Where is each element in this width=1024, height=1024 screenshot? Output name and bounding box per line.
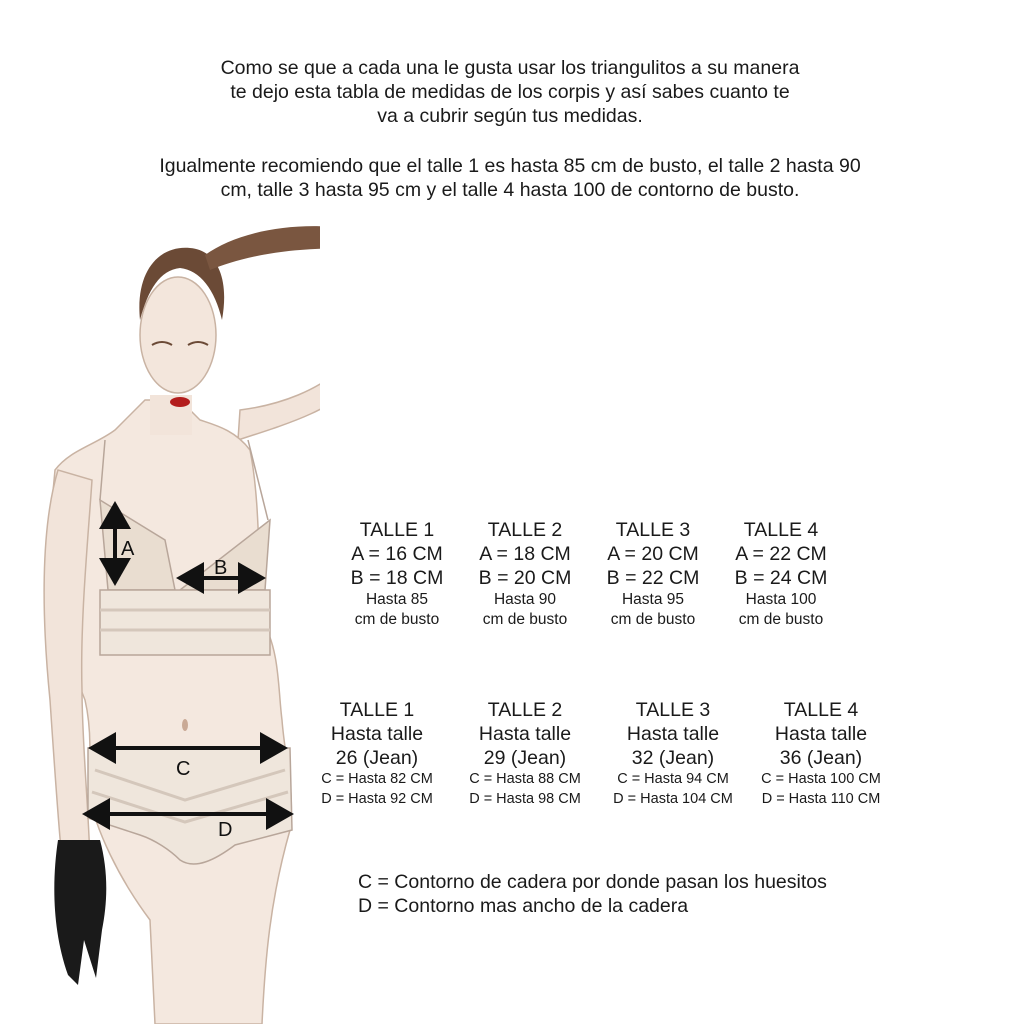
raised-arm bbox=[238, 280, 320, 440]
intro-line: cm, talle 3 hasta 95 cm y el talle 4 hasta 100 de contorno de busto. bbox=[220, 179, 800, 201]
size-a: A = 16 CM bbox=[351, 543, 443, 565]
size-c: C = Hasta 82 CM bbox=[321, 771, 433, 787]
glove-left bbox=[54, 840, 106, 985]
size-b: B = 18 CM bbox=[350, 567, 444, 589]
size-title: TALLE 4 bbox=[743, 519, 819, 541]
ponytail bbox=[205, 226, 320, 270]
size-title: TALLE 4 bbox=[783, 699, 859, 721]
size-jean: 26 (Jean) bbox=[335, 747, 419, 769]
size-a: A = 20 CM bbox=[607, 543, 699, 565]
size-d: D = Hasta 104 CM bbox=[613, 790, 733, 807]
intro-line: Igualmente recomiendo que el talle 1 es hasta 85 cm de busto, el talle 2 hasta 90 bbox=[159, 155, 861, 177]
size-title: TALLE 3 bbox=[635, 699, 711, 721]
intro-line: te dejo esta tabla de medidas de los corpis y así sabes cuanto te bbox=[230, 81, 790, 103]
size-hasta: Hasta talle bbox=[478, 723, 572, 745]
size-jean: 32 (Jean) bbox=[631, 747, 715, 769]
legend-c: C = Contorno de cadera por donde pasan los huesitos bbox=[358, 871, 827, 893]
size-d: D = Hasta 110 CM bbox=[761, 790, 881, 807]
size-c: C = Hasta 88 CM bbox=[469, 771, 581, 787]
size-jean: 36 (Jean) bbox=[779, 747, 863, 769]
measurement-legend bbox=[358, 870, 827, 918]
navel bbox=[182, 719, 188, 731]
bra-size-column bbox=[589, 518, 717, 630]
size-title: TALLE 2 bbox=[487, 519, 563, 541]
size-title: TALLE 1 bbox=[339, 699, 415, 721]
size-note: Hasta 90 bbox=[493, 591, 557, 608]
label-d: D bbox=[218, 819, 233, 841]
label-b: B bbox=[214, 557, 228, 579]
size-note: cm de busto bbox=[610, 611, 696, 628]
size-b: B = 22 CM bbox=[606, 567, 700, 589]
intro-paragraph-2 bbox=[100, 154, 920, 202]
label-a: A bbox=[121, 538, 135, 560]
size-b: B = 20 CM bbox=[478, 567, 572, 589]
bra-size-column bbox=[461, 518, 589, 630]
size-note: cm de busto bbox=[482, 611, 568, 628]
size-note: Hasta 95 bbox=[621, 591, 685, 608]
label-c: C bbox=[176, 758, 191, 780]
size-note: cm de busto bbox=[354, 611, 440, 628]
size-note: Hasta 100 bbox=[745, 591, 817, 608]
bra-size-column bbox=[717, 518, 845, 630]
briefs-size-column bbox=[451, 698, 599, 809]
size-b: B = 24 CM bbox=[734, 567, 828, 589]
bra-band bbox=[100, 590, 270, 655]
size-a: A = 22 CM bbox=[735, 543, 827, 565]
size-c: C = Hasta 100 CM bbox=[761, 771, 881, 787]
size-c: C = Hasta 94 CM bbox=[617, 771, 729, 787]
briefs-size-table bbox=[303, 698, 895, 809]
size-hasta: Hasta talle bbox=[330, 723, 424, 745]
intro-line: va a cubrir según tus medidas. bbox=[377, 105, 643, 127]
bra-size-table bbox=[333, 518, 845, 630]
size-d: D = Hasta 92 CM bbox=[321, 790, 433, 807]
briefs-size-column bbox=[599, 698, 747, 809]
briefs-size-column bbox=[747, 698, 895, 809]
size-a: A = 18 CM bbox=[479, 543, 571, 565]
briefs-size-column bbox=[303, 698, 451, 809]
head bbox=[140, 277, 216, 393]
bra-size-column bbox=[333, 518, 461, 630]
size-hasta: Hasta talle bbox=[774, 723, 868, 745]
model-illustration bbox=[0, 210, 320, 1024]
size-title: TALLE 2 bbox=[487, 699, 563, 721]
size-note: Hasta 85 bbox=[365, 591, 429, 608]
intro-paragraph-1 bbox=[100, 56, 920, 128]
legend-d: D = Contorno mas ancho de la cadera bbox=[358, 895, 689, 917]
size-title: TALLE 3 bbox=[615, 519, 691, 541]
size-title: TALLE 1 bbox=[359, 519, 435, 541]
size-note: cm de busto bbox=[738, 611, 824, 628]
size-d: D = Hasta 98 CM bbox=[469, 790, 581, 807]
size-jean: 29 (Jean) bbox=[483, 747, 567, 769]
intro-line: Como se que a cada una le gusta usar los triangulitos a su manera bbox=[220, 57, 800, 79]
size-hasta: Hasta talle bbox=[626, 723, 720, 745]
lips bbox=[170, 397, 190, 407]
